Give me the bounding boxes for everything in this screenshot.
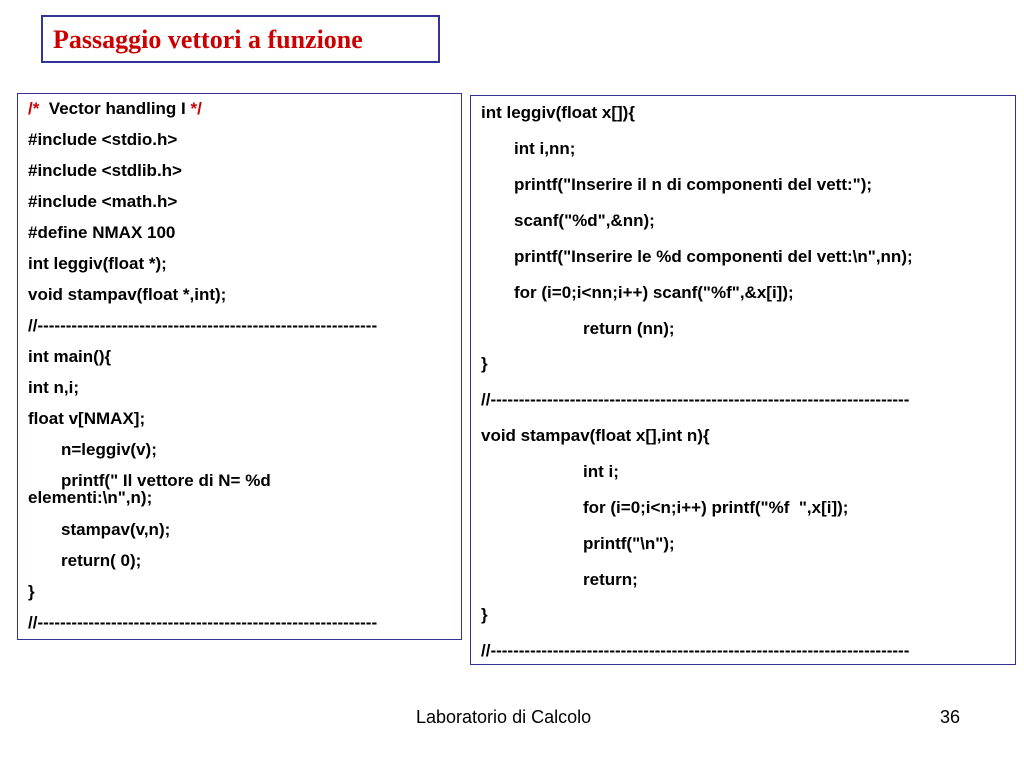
code-line: int i,nn; <box>514 139 576 158</box>
code-line: #include <math.h> <box>28 192 178 211</box>
code-line: for (i=0;i<n;i++) printf("%f ",x[i]); <box>583 498 849 517</box>
functions-code-box <box>470 95 1016 665</box>
code-line: void stampav(float x[],int n){ <box>481 426 710 445</box>
code-line: int leggiv(float *); <box>28 254 167 273</box>
comment-close: */ <box>190 99 202 118</box>
code-line: return (nn); <box>583 319 675 338</box>
code-line: printf("Inserire le %d componenti del vett:\n",nn); <box>514 247 913 266</box>
code-line: printf(" Il vettore di N= %d <box>61 471 271 490</box>
code-line: for (i=0;i<nn;i++) scanf("%f",&x[i]); <box>514 283 794 302</box>
slide-title: Passaggio vettori a funzione <box>53 25 363 54</box>
code-line: scanf("%d",&nn); <box>514 211 655 230</box>
code-comment-line <box>28 99 202 119</box>
main-code-box <box>17 93 462 640</box>
comment-text: Vector handling I <box>39 99 191 118</box>
slide-title-box <box>41 15 440 63</box>
code-line: #define NMAX 100 <box>28 223 176 242</box>
code-separator: //------------------------------------------------------------ <box>28 613 378 632</box>
footer-text: Laboratorio di Calcolo <box>416 707 592 727</box>
code-line: return; <box>583 570 638 589</box>
code-line: elementi:\n",n); <box>28 488 153 507</box>
code-line: n=leggiv(v); <box>61 440 157 459</box>
code-line: void stampav(float *,int); <box>28 285 227 304</box>
code-line: } <box>28 582 35 601</box>
code-line: int i; <box>583 462 619 481</box>
code-separator: //-------------------------------------------------------------------------- <box>481 641 910 660</box>
code-line: float v[NMAX]; <box>28 409 146 428</box>
code-separator: //-------------------------------------------------------------------------- <box>481 390 910 409</box>
code-line: int n,i; <box>28 378 79 397</box>
code-line: #include <stdlib.h> <box>28 161 182 180</box>
comment-open: /* <box>28 99 40 118</box>
code-line: printf("\n"); <box>583 534 675 553</box>
code-line: #include <stdio.h> <box>28 130 178 149</box>
code-line: int main(){ <box>28 347 112 366</box>
code-line: } <box>481 605 488 624</box>
code-separator: //------------------------------------------------------------ <box>28 316 378 335</box>
page-number: 36 <box>940 707 961 727</box>
code-line: printf("Inserire il n di componenti del vett:"); <box>514 175 873 194</box>
code-line: int leggiv(float x[]){ <box>481 103 635 122</box>
code-line: return( 0); <box>61 551 142 570</box>
code-line: stampav(v,n); <box>61 520 171 539</box>
code-line: } <box>481 354 488 373</box>
